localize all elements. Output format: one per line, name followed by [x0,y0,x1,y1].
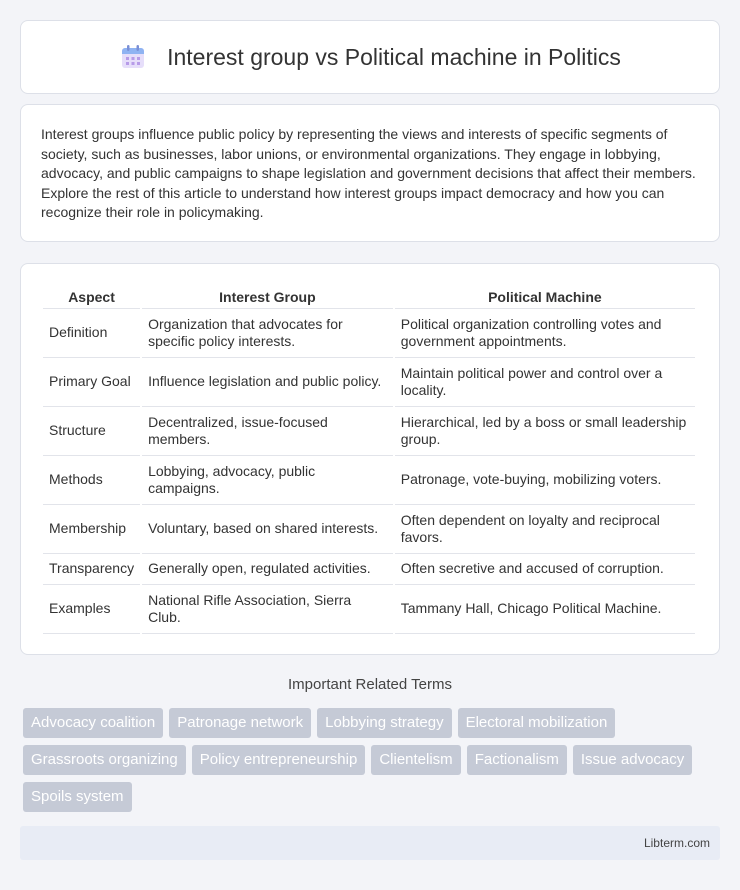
table-cell: Maintain political power and control over a locality. [395,358,695,407]
table-row [43,309,695,358]
table-cell: Organization that advocates for specific policy interests. [142,309,393,358]
table-cell: Primary Goal [43,358,140,407]
table-cell: Political organization controlling votes and government appointments. [395,309,695,358]
table-cell: Often secretive and accused of corruption. [395,554,695,585]
table-row [43,358,695,407]
header-political-machine: Political Machine [395,286,695,309]
page-title: Interest group vs Political machine in Politics [167,43,621,70]
tag-issue-advocacy[interactable]: Issue advocacy [573,745,692,775]
table-cell: Examples [43,585,140,634]
tag-spoils-system[interactable]: Spoils system [23,782,132,812]
table-cell: Often dependent on loyalty and reciprocal favors. [395,505,695,554]
table-row [43,456,695,505]
header-aspect: Aspect [43,286,140,309]
header-interest-group: Interest Group [142,286,393,309]
calendar-icon [119,43,147,71]
header-card [20,20,720,94]
tag-grassroots-organizing[interactable]: Grassroots organizing [23,745,186,775]
footer-brand-link[interactable]: Libterm.com [643,836,710,850]
table-cell: Lobbying, advocacy, public campaigns. [142,456,393,505]
tag-advocacy-coalition[interactable]: Advocacy coalition [23,708,163,738]
table-cell: Decentralized, issue-focused members. [142,407,393,456]
table-header-row [43,286,695,309]
table-row [43,554,695,585]
table-cell: Tammany Hall, Chicago Political Machine. [395,585,695,634]
table-cell: National Rifle Association, Sierra Club. [142,585,393,634]
tag-policy-entrepreneurship[interactable]: Policy entrepreneurship [192,745,366,775]
table-cell: Voluntary, based on shared interests. [142,505,393,554]
table-cell: Influence legislation and public policy. [142,358,393,407]
table-cell: Transparency [43,554,140,585]
tag-patronage-network[interactable]: Patronage network [169,708,311,738]
table-cell: Membership [43,505,140,554]
tag-electoral-mobilization[interactable]: Electoral mobilization [458,708,616,738]
related-terms-list [23,708,703,819]
table-cell: Definition [43,309,140,358]
table-cell: Generally open, regulated activities. [142,554,393,585]
intro-text: Interest groups influence public policy by representing the views and interests of specific segments of society, such as businesses, labor unions, or environmental organizations. They engage in lobbying, advocacy, and public campaigns to shape legislation and government decisions that affect their members. Explore the rest of this article to understand how interest groups impact democracy and how you can recognize their role in policymaking. [41,126,696,221]
tag-lobbying-strategy[interactable]: Lobbying strategy [317,708,451,738]
tag-clientelism[interactable]: Clientelism [371,745,460,775]
table-row [43,505,695,554]
table-cell: Methods [43,456,140,505]
footer [20,826,720,860]
comparison-table [41,286,697,634]
tag-factionalism[interactable]: Factionalism [467,745,567,775]
table-row [43,585,695,634]
related-terms-title: Important Related Terms [288,676,452,693]
table-cell: Hierarchical, led by a boss or small leadership group. [395,407,695,456]
table-cell: Patronage, vote-buying, mobilizing voters. [395,456,695,505]
table-cell: Structure [43,407,140,456]
comparison-card [20,263,720,655]
table-row [43,407,695,456]
intro-card [20,104,720,242]
